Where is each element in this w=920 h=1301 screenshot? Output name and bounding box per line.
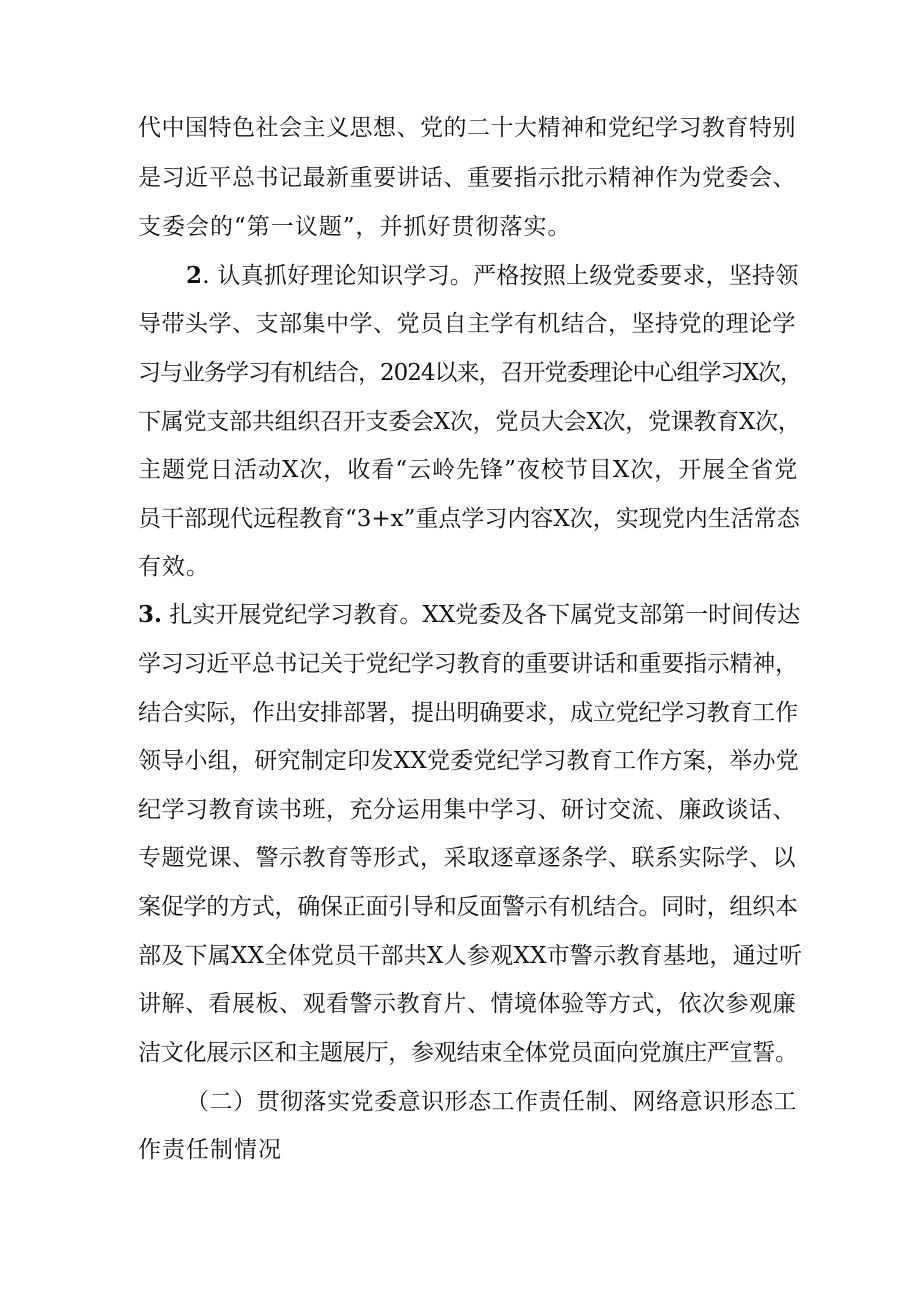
item-3-heading: 扎实开展党纪学习教育。XX党委及各下属党支部第一时间传达 <box>162 602 801 628</box>
body-text-line: 主题党日活动X次，收看“云岭先锋”夜校节目X次，开展全省党 <box>138 457 799 483</box>
section-heading: （二）贯彻落实党委意识形态工作责任制、网络意识形态工 <box>186 1089 797 1115</box>
body-text-line: 部及下属XX全体党员干部共X人参观XX市警示教育基地，通过听 <box>138 943 803 969</box>
body-text-line: 洁文化展示区和主题展厅，参观结束全体党员面向党旗庄严宣誓。 <box>138 1040 798 1066</box>
body-text-line: 支委会的“第一议题”，并抓好贯彻落实。 <box>138 214 572 240</box>
item-2-heading: . 认真抓好理论知识学习。严格按照上级党委要求，坚持领 <box>202 263 799 289</box>
body-text-line: 员干部现代远程教育“3+x”重点学习内容X次，实现党内生活常态 <box>138 506 800 532</box>
body-text-line: 结合实际，作出安排部署，提出明确要求，成立党纪学习教育工作 <box>138 700 798 726</box>
body-text-line: 是习近平总书记最新重要讲话、重要指示批示精神作为党委会、 <box>138 165 796 191</box>
body-text-line: 纪学习教育读书班，充分运用集中学习、研讨交流、廉政谈话、 <box>138 797 796 823</box>
body-text-line: 下属党支部共组织召开支委会X次，党员大会X次，党课教育X次， <box>138 409 801 435</box>
item-2-number: 2 <box>186 262 203 289</box>
body-text-line: 讲解、看展板、观看警示教育片、情境体验等方式，依次参观廉 <box>138 991 796 1017</box>
body-text-line: 习与业务学习有机结合，2024以来，召开党委理论中心组学习X次， <box>138 360 802 386</box>
body-text-line: 领导小组，研究制定印发XX党委党纪学习教育工作方案，举办党 <box>138 748 799 774</box>
item-3-number: 3. <box>138 601 163 628</box>
body-text-line: 有效。 <box>138 554 210 580</box>
section-heading-continued: 作责任制情况 <box>138 1137 282 1163</box>
body-text-line: 代中国特色社会主义思想、党的二十大精神和党纪学习教育特别 <box>138 115 796 141</box>
body-text-line: 案促学的方式，确保正面引导和反面警示有机结合。同时，组织本 <box>138 894 798 920</box>
item-2-first-line <box>186 261 799 291</box>
body-text-line: 学习习近平总书记关于党纪学习教育的重要讲话和重要指示精神， <box>138 651 798 677</box>
item-3-first-line <box>138 600 800 630</box>
body-text-line: 导带头学、支部集中学、党员自主学有机结合，坚持党的理论学 <box>138 311 796 337</box>
body-text-line: 专题党课、警示教育等形式，采取逐章逐条学、联系实际学、以 <box>138 845 796 871</box>
